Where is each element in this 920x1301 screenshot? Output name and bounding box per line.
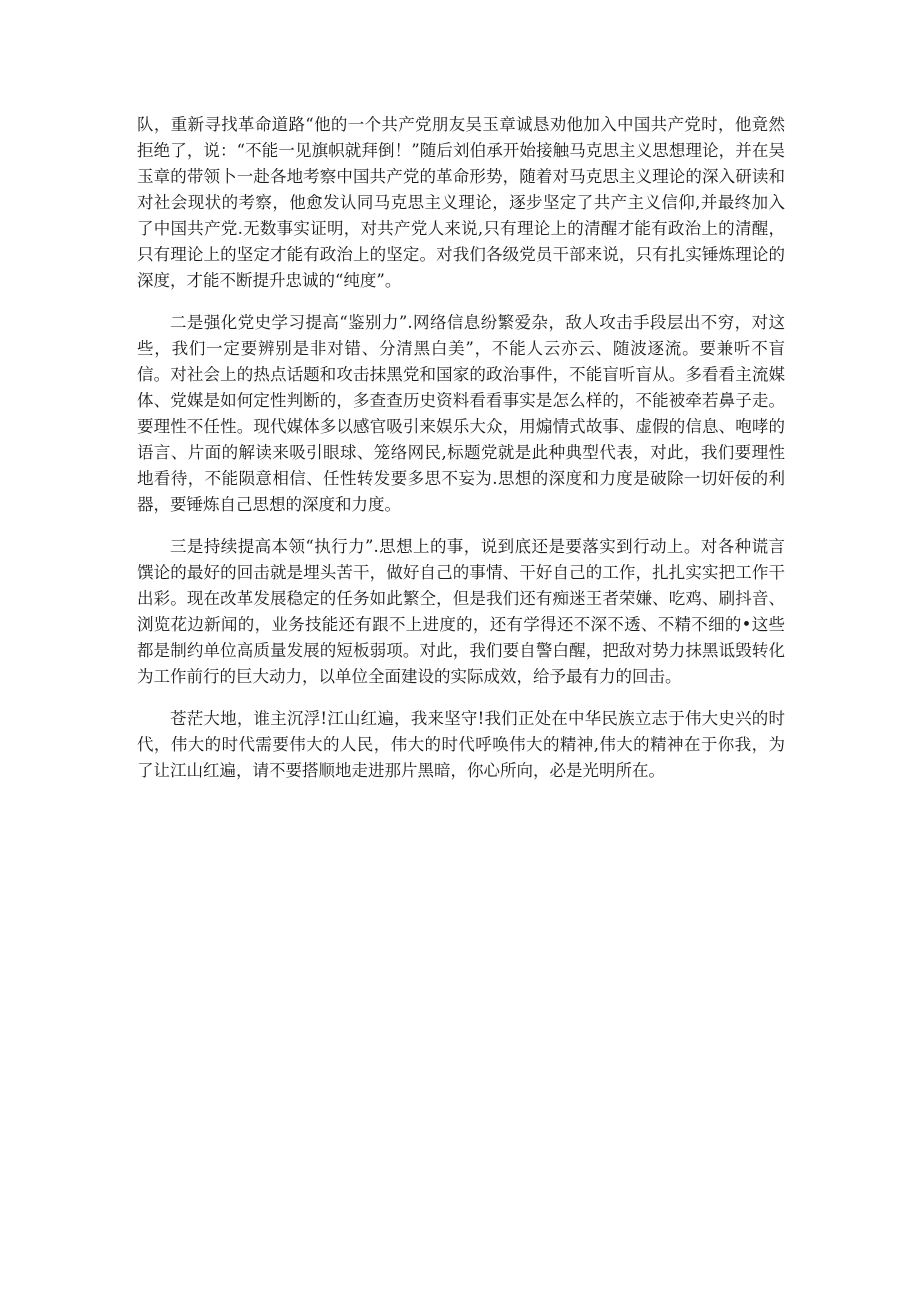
paragraph-continuation: 队，重新寻找革命道路“他的一个共产党朋友吴玉章诚恳劝他加入中国共产党时，他竟然拒绝了，说：“不能一见旗帜就拜倒！”随后刘伯承开始接触马克思主义思想理论，并在吴玉章的带领卜一赴各地考察中国共产党的革命形势，随着对马克思主义理论的深入研读和对社会现状的考察，他愈发认同马克思主义理论，逐步坚定了共产主义信仰,并最终加入了中国共产党.无数事实证明，对共产党人来说,只有理论上的清醒才能有政治上的清醒，只有理论上的坚定才能有政治上的坚定。对我们各级党员干部来说，只有扎实锤炼理论的深度，才能不断提升忠诚的“纯度”。 (137, 115, 785, 290)
document-body (137, 112, 785, 800)
paragraph-conclusion: 苍茫大地，谁主沉浮!江山红遍，我来坚守!我们正处在中华民族立志于伟大史兴的时代，伟大的时代需要伟大的人民，伟大的时代呼唤伟大的精神,伟大的精神在于你我，为了让江山红遍，请不要搭顺地走进那片黑暗，你心所向，必是光明所在。 (137, 709, 785, 780)
paragraph-execution: 三是持续提高本领“执行力”.思想上的事，说到底还是要落实到行动上。对各种谎言馔论的最好的回击就是埋头苦干，做好自己的事情、干好自己的工作，扎扎实实把工作干出彩。现在改革发展稳定的任务如此繁仝，但是我们还有痴迷王者荣嫌、吃鸡、刷抖音、浏览花边新闻的，业务技能还有跟不上进度的，还有学得还不深不透、不精不细的•这些都是制约单位高质量发展的短板弱项。对此，我们要自警白醒，把敌对势力抹黑诋毁转化为工作前行的巨大动力，以单位全面建设的实际成效，给予最有力的回击。 (137, 537, 785, 686)
paragraph-discernment: 二是强化党史学习提高“鉴别力”.网络信息纷繁爱杂，敌人攻击手段层出不穷，对这些，我们一定要辨别是非对错、分清黑白美”，不能人云亦云、随波逐流。要兼听不盲信。对社会上的热点话题和攻击抹黑党和国家的政治事件，不能盲听盲从。多看看主流媒体、党媒是如何定性判断的，多查查历史资料看看事实是怎么样的，不能被牵若鼻子走。要理性不任性。现代媒体多以感官吸引来娱乐大众，用煽情式故事、虚假的信息、咆哮的语言、片面的解读来吸引眼球、笼络网民,标题党就是此种典型代表，对此，我们要理性地看待，不能陨意相信、任性转发要多思不妄为.思想的深度和力度是破除一切奸佞的利器，要锤炼自己思想的深度和力度。 (137, 313, 785, 514)
